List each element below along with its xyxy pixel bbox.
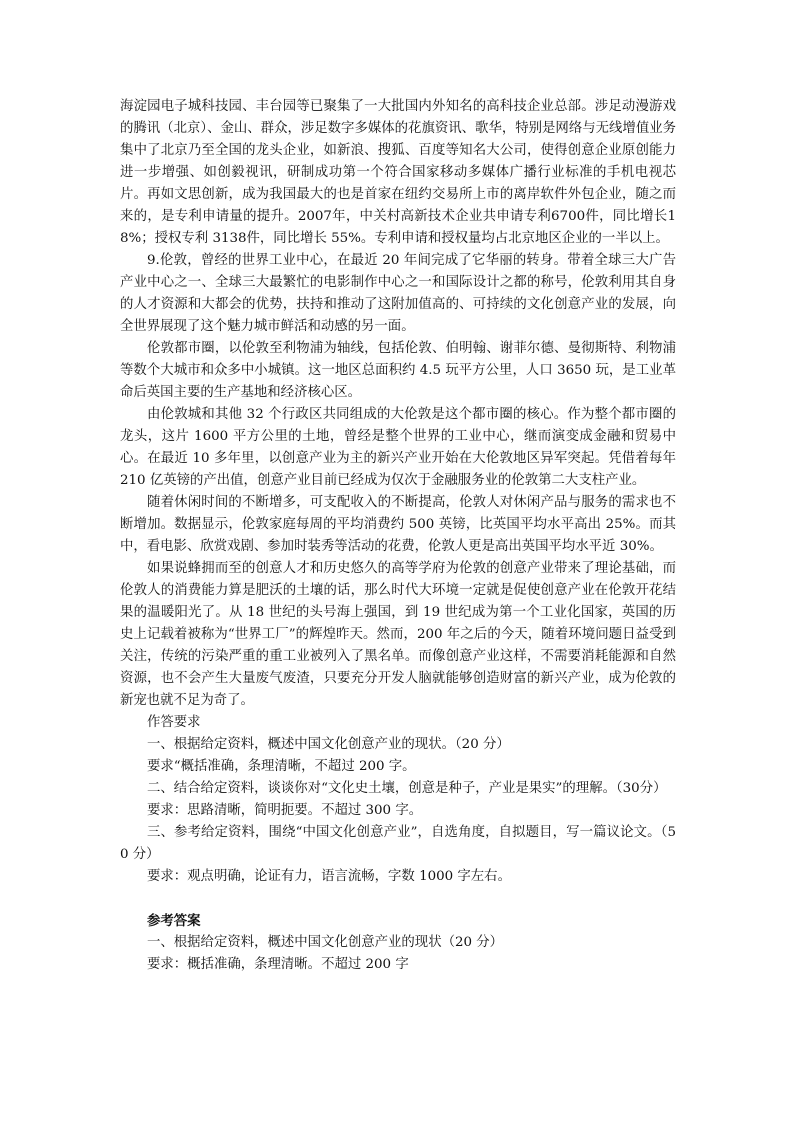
paragraph-london-metro: 伦敦都市圈，以伦敦至利物浦为轴线，包括伦敦、伯明翰、谢菲尔德、曼彻斯特、利物浦等数个大城市和众多中小城镇。这一地区总面积约 4.5 玩平方公里，人口 3650 玩，是工业革命后英国主要的生产基地和经济核心区。 [120, 341, 676, 400]
paragraph-zhongguancun: 海淀园电子城科技园、丰台园等已聚集了一大批国内外知名的高科技企业总部。涉足动漫游戏的腾讯（北京）、金山、群众，涉足数字多媒体的花旗资讯、歌华，特别是网络与无线增值业务集中了北京乃至全国的龙头企业，如新浪、搜狐、百度等知名大公司，使得创意企业原创能力进一步增强、如创毅视讯，研制成功第一个符合国家移动多媒体广播行业标准的手机电视芯片。再如文思创新，成为我国最大的也是首家在纽约交易所上市的离岸软件外包企业，随之而来的，是专利申请量的提升。2007年，中关村高新技术企业共申请专利6700件，同比增长18%；授权专利 3138件，同比增长 55%。专利申请和授权量均占北京地区企业的一半以上。 [120, 99, 676, 246]
answer-requirements-title: 作答要求 [147, 715, 201, 730]
question-2: 二、结合给定资料，谈谈你对“文化史土壤，创意是种子，产业是果实”的理解。（30分） [147, 781, 667, 796]
paragraph-greater-london: 由伦敦城和其他 32 个行政区共同组成的大伦敦是这个都市圈的核心。作为整个都市圈的龙头，这片 1600 平方公里的土地，曾经是整个世界的工业中心，继而演变成金融和贸易中心。在最近 10 多年里，以创意产业为主的新兴产业开始在大伦敦地区异军突起。凭借着每年 210 亿英镑的产出值，创意产业目前已经成为仅次于金融服务业的伦敦第二大支柱产业。 [120, 407, 676, 488]
reference-answer-heading: 参考答案 [147, 913, 201, 929]
paragraph-creative-environment: 如果说蜂拥而至的创意人才和历史悠久的高等学府为伦敦的创意产业带来了理论基础，而伦敦人的消费能力算是肥沃的土壤的话，那么时代大环境一定就是促使创意产业在伦敦开花结果的温暖阳光了。从 18 世纪的头号海上强国，到 19 世纪成为第一个工业化国家，英国的历史上记载着被称为“世界工厂”的辉煌昨天。然而，200 年之后的今天，随着环境问题日益受到关注，传统的污染严重的重工业被列入了黑名单。而像创意产业这样，不需要消耗能源和自然资源，也不会产生大量废气废渣，只要充分开发人脑就能够创造财富的新兴产业，成为伦敦的新宠也就不足为奇了。 [120, 561, 676, 708]
paragraph-london-intro: 9.伦敦，曾经的世界工业中心，在最近 20 年间完成了它华丽的转身。带着全球三大广告产业中心之一、全球三大最繁忙的电影制作中心之一和国际设计之都的称号，伦敦利用其自身的人才资源和大都会的优势，扶持和推动了这附加值高的、可持续的文化创意产业的发展，向全世界展现了这个魅力城市鲜活和动感的另一面。 [120, 253, 676, 334]
answer-1-requirement: 要求：概括准确，条理清晰。不超过 200 字 [147, 957, 409, 972]
question-3: 三、参考给定资料，围绕“中国文化创意产业”，自选角度，自拟题目，写一篇议论文。（50 分） [120, 825, 676, 862]
document-page [120, 96, 676, 976]
question-3-requirement: 要求：观点明确，论证有力，语言流畅，字数 1000 字左右。 [147, 869, 511, 884]
answer-1: 一、根据给定资料，概述中国文化创意产业的现状（20 分） [147, 935, 504, 950]
question-1: 一、根据给定资料，概述中国文化创意产业的现状。（20 分） [147, 737, 510, 752]
question-2-requirement: 要求：思路清晰，简明扼要。不超过 300 字。 [147, 803, 423, 818]
paragraph-leisure-spending: 随着休闲时间的不断增多，可支配收入的不断提高，伦敦人对休闲产品与服务的需求也不断增加。数据显示，伦敦家庭每周的平均消费约 500 英镑，比英国平均水平高出 25%。而其中，看电影、欣赏戏剧、参加时装秀等活动的花费，伦敦人更是高出英国平均水平近 30%。 [120, 495, 676, 554]
section-spacer [120, 888, 676, 910]
question-1-requirement: 要求“概括准确，条理清晰，不超过 200 字。 [147, 759, 416, 774]
